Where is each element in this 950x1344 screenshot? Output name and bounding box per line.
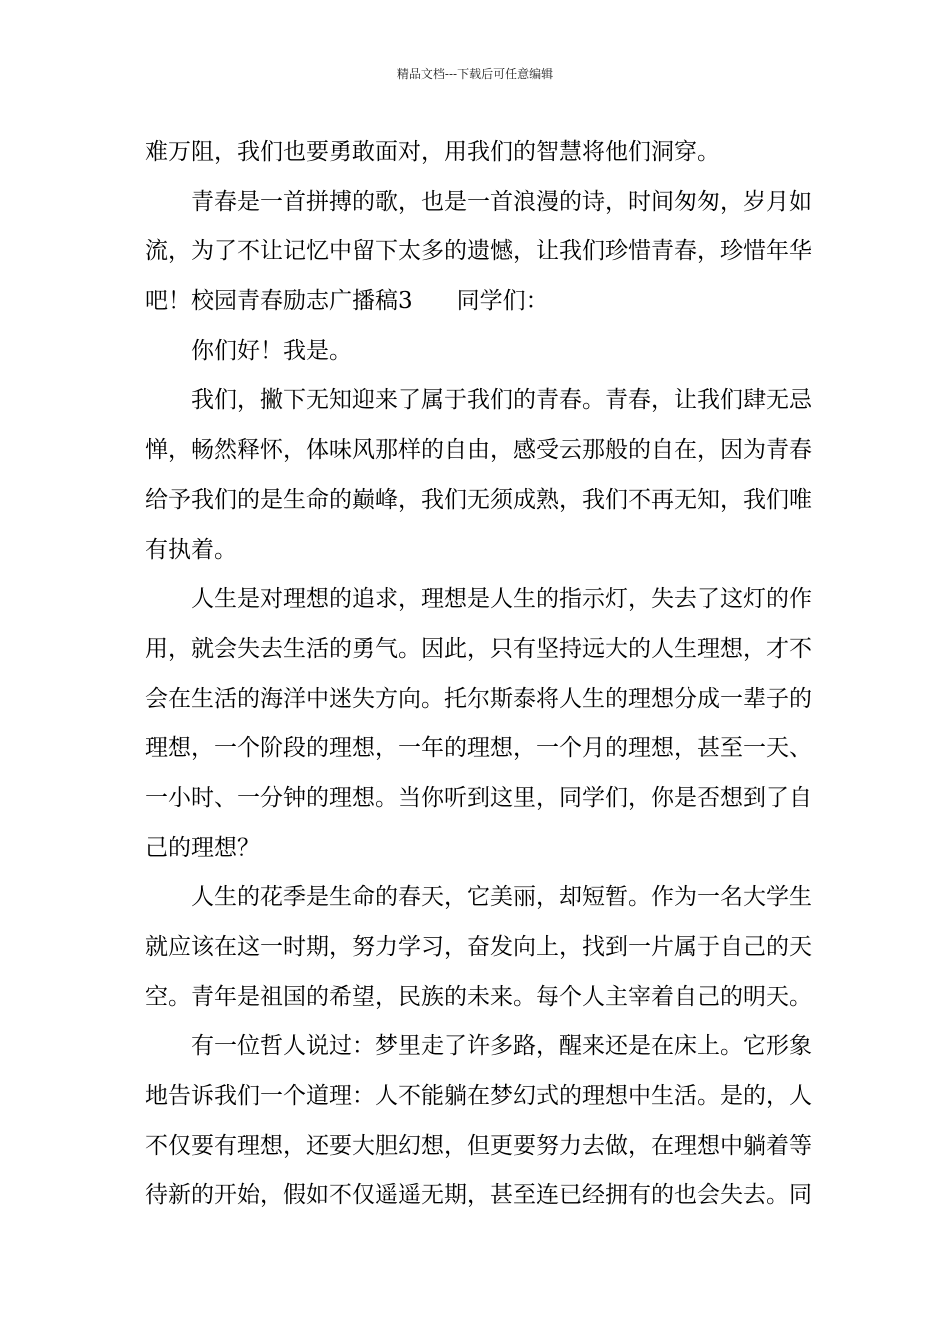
text-line: 人生的花季是生命的春天，它美丽，却短暂。作为一名大学生 [191, 884, 812, 911]
text-line: 不仅要有理想，还要大胆幻想，但更要努力去做，在理想中躺着等 [145, 1132, 812, 1159]
text-line: 一小时、一分钟的理想。当你听到这里，同学们，你是否想到了自 [145, 784, 812, 811]
salutation: 同学们： [456, 288, 549, 315]
text-line: 有一位哲人说过：梦里走了许多路，醒来还是在床上。它形象 [191, 1033, 812, 1060]
text-line: 会在生活的海洋中迷失方向。托尔斯泰将人生的理想分成一辈子的 [145, 685, 812, 712]
broadcast-title: 吧！校园青春励志广播稿3 [145, 288, 413, 315]
text-line: 难万阻，我们也要勇敢面对，用我们的智慧将他们洞穿。 [145, 139, 720, 165]
text-line: 给予我们的是生命的巅峰，我们无须成熟，我们不再无知，我们唯 [145, 486, 812, 513]
page-header: 精品文档---下载后可任意编辑 [396, 67, 554, 81]
text-line: 待新的开始，假如不仅遥遥无期，甚至连已经拥有的也会失去。同 [145, 1182, 812, 1209]
text-line: 人生是对理想的追求，理想是人生的指示灯，失去了这灯的作 [191, 586, 812, 613]
document-body [145, 128, 810, 1221]
text-line: 理想，一个阶段的理想，一年的理想，一个月的理想，甚至一天、 [145, 735, 812, 762]
text-line: 流，为了不让记忆中留下太多的遗憾，让我们珍惜青春，珍惜年华 [145, 238, 812, 265]
text-line: 用，就会失去生活的勇气。因此，只有坚持远大的人生理想，才不 [145, 635, 812, 662]
text-line-with-heading [145, 277, 810, 327]
text-line: 有执着。 [145, 536, 237, 563]
text-line: 空。青年是祖国的希望，民族的未来。每个人主宰着自己的明天。 [145, 983, 812, 1010]
text-line: 我们，撇下无知迎来了属于我们的青春。青春，让我们肆无忌 [191, 387, 812, 414]
text-line: 青春是一首拼搏的歌，也是一首浪漫的诗，时间匆匆，岁月如 [191, 188, 812, 215]
text-line: 地告诉我们一个道理：人不能躺在梦幻式的理想中生活。是的，人 [145, 1083, 812, 1110]
text-line: 己的理想？ [145, 834, 260, 861]
text-line: 就应该在这一时期，努力学习，奋发向上，找到一片属于自己的天 [145, 934, 812, 960]
text-line: 惮，畅然释怀，体味风那样的自由，感受云那般的自在，因为青春 [145, 437, 812, 464]
text-line: 你们好！我是。 [191, 337, 352, 364]
